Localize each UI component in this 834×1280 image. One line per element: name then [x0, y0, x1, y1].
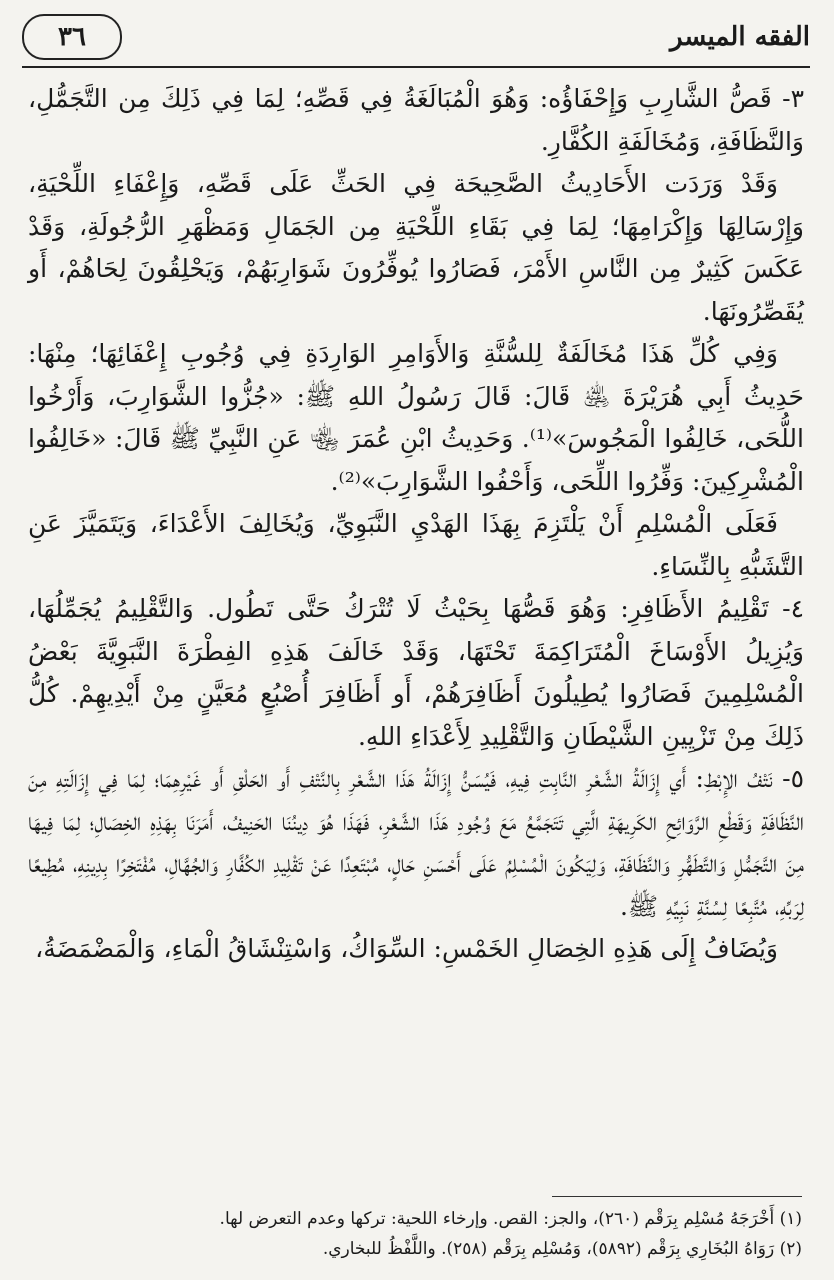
footnote-divider: [552, 1196, 802, 1197]
paragraph-nails: ٤- تَقْلِيمُ الأَظَافِرِ: وَهُوَ قَصُّهَا بِحَيْثُ لَا تُتْرَكُ حَتَّى تَطُول. وَالتَّقْلِيمُ يُجَمِّلُهَا، وَيُزِيلُ الأَوْسَاخَ الْمُتَرَاكِمَةَ تَحْتَهَا، وَقَدْ خَالَفَ هَذِهِ الفِطْرَةَ النَّبَوِيَّةَ بَعْضُ الْمُسْلِمِينَ فَصَارُوا يُطِيلُونَ أَظَافِرَهُمْ، أَو أَظَافِرَ أُصْبُعٍ مُعَيَّنٍ مِنْ أَيْدِيهِمْ. كُلُّ ذَلِكَ مِنْ تَزْيِينِ الشَّيْطَانِ وَالتَّقْلِيدِ لِأَعْدَاءِ اللهِ.: [28, 594, 804, 751]
paragraph-armpit: ٥- نَتْفُ الإِبْطِ: أَي إِزَالَةُ الشَّعْرِ النَّابِتِ فِيهِ، فَيُسَنُّ إِزَالَةُ هَذَا الشَّعْرِ بِالنَّتْفِ أَو الحَلْقِ أَو غَيْرِهِمَا؛ لِمَا فِي إِزَالَتِهِ مِنَ النَّظَافَةِ وَقَطْعِ الرَّوَائِحِ الكَرِيهَةِ الَّتِي تَتَجَمَّعُ مَعَ وُجُودِ هَذَا الشَّعْرِ، فَهَذَا هُوَ دِينُنَا الحَنِيفُ، أَمَرَنَا بِهَذِهِ الخِصَالِ؛ لِمَا فِيهَا مِنَ التَّجَمُّلِ وَالتَّطَهُّرِ وَالنَّظَافَةِ، وَلِيَكُونَ الْمُسْلِمُ عَلَى أَحْسَنِ حَالٍ، مُبْتَعِدًا عَنْ تَقْلِيدِ الكُفَّارِ وَالجُهَّالِ، مُفْتَخِرًا بِدِينِهِ، مُطِيعًا لِرَبِّهِ، مُتَّبِعًا لِسُنَّةِ نَبِيِّهِ ﷺ.: [28, 764, 804, 921]
page-header: [22, 10, 810, 68]
footnote-1: (١) أَخْرَجَهُ مُسْلِم بِرَقْم (٢٦٠)، والجز: القص. وإرخاء اللحية: تركها وعدم التعرض لها.: [219, 1209, 802, 1229]
book-title: الفقه الميسر: [669, 22, 810, 52]
paragraph-beard: وَقَدْ وَرَدَت الأَحَادِيثُ الصَّحِيحَة فِي الحَثِّ عَلَى قَصِّهِ، وَإِعْفَاءِ اللِّحْيَةِ، وَإِرْسَالِهَا وَإِكْرَامِهَا؛ لِمَا فِي بَقَاءِ اللِّحْيَةِ مِن الجَمَالِ وَمَظْهَرِ الرُّجُولَةِ، وَقَدْ عَكَسَ كَثِيرٌ مِن النَّاسِ الأَمْرَ، فَصَارُوا يُوفِّرُونَ شَوَارِبَهُمْ، وَيَحْلِقُونَ لِحَاهُمْ، أَو يُقَصِّرُونَهَا.: [28, 169, 804, 326]
body-text: [28, 78, 804, 971]
footnotes: [28, 1204, 802, 1264]
footnote-2: (٢) رَوَاهُ البُخَارِي بِرَقْم (٥٨٩٢)، وَمُسْلِم بِرَقْم (٢٥٨). واللَّفْظُ للبخاري.: [322, 1239, 802, 1259]
paragraph-guidance: فَعَلَى الْمُسْلِمِ أَنْ يَلْتَزِمَ بِهَذَا الهَدْيِ النَّبَوِيِّ، وَيُخَالِفَ الأَعْدَاءَ، وَيَتَمَيَّزَ عَنِ التَّشَبُّهِ بِالنِّسَاءِ.: [28, 509, 804, 581]
paragraph-hadith: وَفِي كُلِّ هَذَا مُخَالَفَةٌ لِلسُّنَّةِ وَالأَوَامِرِ الوَارِدَةِ فِي وُجُوبِ إِعْفَائِهَا؛ مِنْهَا: حَدِيثُ أَبِي هُرَيْرَةَ ﵁ قَالَ: قَالَ رَسُولُ اللهِ ﷺ: «جُزُّوا الشَّوَارِبَ، وَأَرْخُوا اللُّحَى، خَالِفُوا الْمَجُوسَ»⁽¹⁾. وَحَدِيثُ ابْنِ عُمَرَ ﵄ عَنِ النَّبِيِّ ﷺ قَالَ: «خَالِفُوا الْمُشْرِكِينَ: وَفِّرُوا اللِّحَى، وَأَحْفُوا الشَّوَارِبَ»⁽²⁾.: [28, 339, 805, 496]
page-number: ٣٦: [22, 14, 122, 60]
paragraph-mustache: ٣- قَصُّ الشَّارِبِ وَإِحْفَاؤُه: وَهُوَ الْمُبَالَغَةُ فِي قَصِّهِ؛ لِمَا فِي ذَلِكَ مِن التَّجَمُّلِ، وَالنَّظَافَةِ، وَمُخَالَفَةِ الكُفَّارِ.: [28, 84, 804, 156]
paragraph-additions: وَيُضَافُ إِلَى هَذِهِ الخِصَالِ الخَمْسِ: السِّوَاكُ، وَاسْتِنْشَاقُ الْمَاءِ، وَالْمَضْمَضَةُ،: [35, 934, 778, 963]
